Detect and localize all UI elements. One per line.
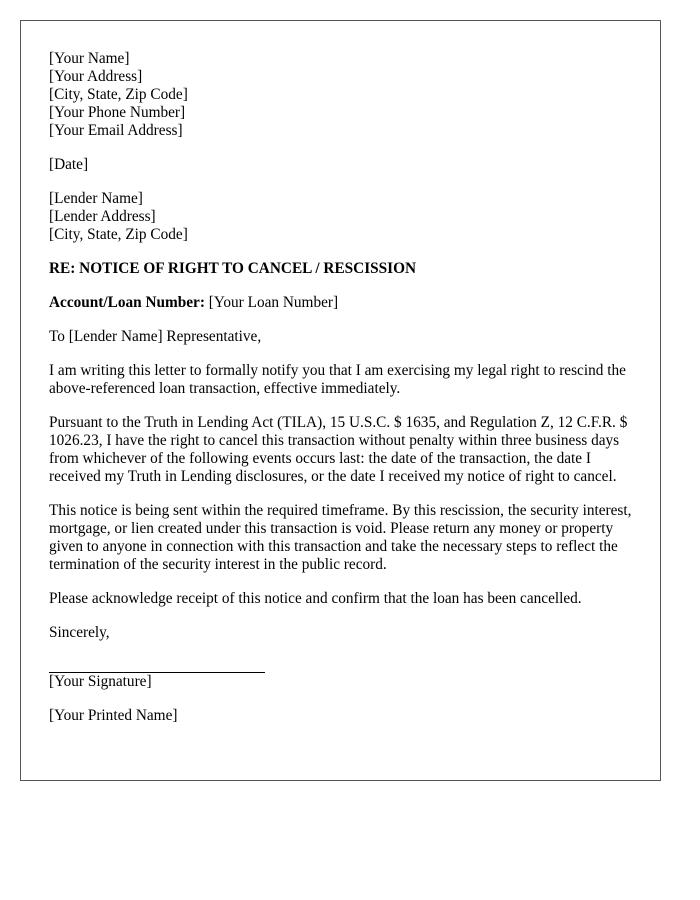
account-value: [Your Loan Number]: [204, 294, 339, 311]
recipient-name: [Lender Name]: [49, 190, 143, 207]
sender-city-state-zip: [City, State, Zip Code]: [49, 86, 188, 103]
recipient-block: [49, 190, 632, 244]
signature-label: [Your Signature]: [49, 673, 152, 690]
sender-address: [Your Address]: [49, 68, 143, 85]
body-paragraph-notice: I am writing this letter to formally notify you that I am exercising my legal right to rescind the above-referenced loan transaction, effective immediately.: [49, 362, 626, 397]
salutation: To [Lender Name] Representative,: [49, 328, 262, 345]
salutation-block: [49, 328, 632, 346]
recipient-address: [Lender Address]: [49, 208, 156, 225]
account-line: [49, 294, 632, 312]
date-block: [49, 156, 632, 174]
body-paragraph-legal-basis: Pursuant to the Truth in Lending Act (TILA), 15 U.S.C. $ 1635, and Regulation Z, 12 C.F.R. $ 1026.23, I have the right to cancel this transaction without penalty within three business days from whichever of the following events occurs last: the date of the transaction, the date I received my Truth in Lending disclosures, or the date I received my notice of right to cancel.: [49, 414, 628, 485]
letter-page: [20, 20, 661, 781]
sender-block: [49, 50, 632, 140]
closing-block: [49, 624, 632, 642]
sender-name: [Your Name]: [49, 50, 130, 67]
printed-name-block: [49, 707, 632, 725]
closing: Sincerely,: [49, 624, 110, 641]
signature-line: [49, 650, 265, 673]
subject-text: RE: NOTICE OF RIGHT TO CANCEL / RESCISSION: [49, 260, 417, 277]
body-paragraph-effect: This notice is being sent within the required timeframe. By this rescission, the security interest, mortgage, or lien created under this transaction is void. Please return any money or property given to anyone in connection with this transaction and take the necessary steps to reflect the termination of the security interest in the public record.: [49, 502, 632, 573]
signature-block: [49, 650, 632, 691]
recipient-city-state-zip: [City, State, Zip Code]: [49, 226, 188, 243]
sender-phone: [Your Phone Number]: [49, 104, 186, 121]
letter-date: [Date]: [49, 156, 89, 173]
printed-name: [Your Printed Name]: [49, 707, 178, 724]
subject-line: [49, 260, 632, 278]
sender-email: [Your Email Address]: [49, 122, 183, 139]
body-paragraph-acknowledge: Please acknowledge receipt of this notice and confirm that the loan has been cancelled.: [49, 590, 582, 607]
account-label: Account/Loan Number:: [49, 294, 205, 311]
